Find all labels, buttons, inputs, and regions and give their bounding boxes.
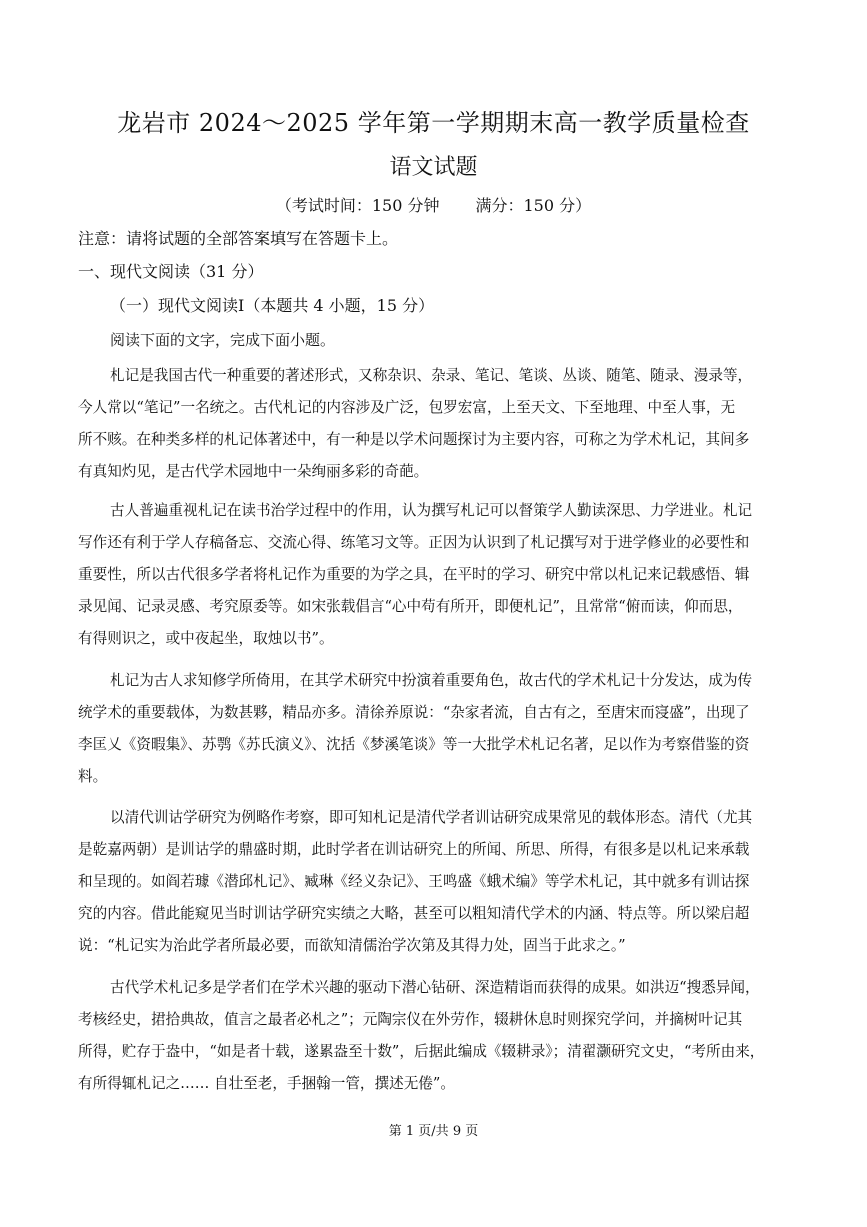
notice-text: 注意：请将试题的全部答案填写在答题卡上。 <box>78 229 399 248</box>
exam-time: （考试时间：150 分钟 <box>275 196 440 215</box>
paragraph-line: 有所得辄札记之…… 自壮至老，手捆翰一管，撰述无倦”。 <box>78 1075 455 1092</box>
paragraph-5 <box>78 978 788 1106</box>
paragraph-line: 料。 <box>78 768 108 785</box>
paragraph-line: 以清代训诂学研究为例略作考察，即可知札记是清代学者训诂研究成果常见的载体形态。清代（尤其 <box>110 809 753 826</box>
exam-info <box>0 193 867 216</box>
paragraph-line: 所得，贮存于盎中，“如是者十载，遂累盎至十数”，后据此编成《辍耕录》；清翟灏研究文史，“考所由来， <box>78 1043 765 1060</box>
page-footer: 第 1 页/共 9 页 <box>388 1124 479 1139</box>
paragraph-line: 说：“札记实为治此学者所最必要，而欲知清儒治学次第及其得力处，固当于此求之。” <box>78 937 626 954</box>
paragraph-4 <box>78 808 788 968</box>
paragraph-line: 录见闻、记录灵感、考究原委等。如宋张载倡言“心中苟有所开，即便札记”，且常常“俯而读，仰而思， <box>78 598 743 615</box>
paragraph-line: 有真知灼见，是古代学术园地中一朵绚丽多彩的奇葩。 <box>78 463 429 480</box>
paragraph-1 <box>78 366 788 494</box>
paragraph-line: 是乾嘉两朝）是训诂学的鼎盛时期，此时学者在训诂研究上的所闻、所思、所得，有很多是以札记来承载 <box>78 841 750 858</box>
paragraph-3 <box>78 671 788 799</box>
paragraph-line: 古代学术札记多是学者们在学术兴趣的驱动下潜心钻研、深造精诣而获得的成果。如洪迈“搜悉异闻， <box>110 979 760 996</box>
paragraph-line: 考核经史，捃拾典故，值言之最者必札之”；元陶宗仪在外劳作，辍耕休息时则探究学问，并摘树叶记其 <box>78 1011 743 1028</box>
paragraph-line: 和呈现的。如阎若璩《潜邱札记》、臧琳《经义杂记》、王鸣盛《蛾术编》等学术札记，其中就多有训诂探 <box>78 873 750 890</box>
paragraph-line: 札记为古人求知修学所倚用，在其学术研究中扮演着重要角色，故古代的学术札记十分发达，成为传 <box>110 672 753 689</box>
paragraph-line: 李匡乂《资暇集》、苏鹗《苏氏演义》、沈括《梦溪笔谈》等一大批学术札记名著，足以作为考察借鉴的资 <box>78 736 750 753</box>
paragraph-line: 今人常以“笔记”一名统之。古代札记的内容涉及广泛，包罗宏富，上至天文、下至地理、中至人事，无 <box>78 399 736 416</box>
section-heading: 一、现代文阅读（31 分） <box>78 262 264 281</box>
reading-instruction: 阅读下面的文字，完成下面小题。 <box>110 331 336 349</box>
paragraph-line: 重要性，所以古代很多学者将札记作为重要的为学之具，在平时的学习、研究中常以札记来记载感悟、辑 <box>78 566 750 583</box>
paragraph-line: 有得则识之，或中夜起坐，取烛以书”。 <box>78 630 334 647</box>
exam-score: 满分：150 分） <box>475 196 592 215</box>
exam-title: 龙岩市 2024～2025 学年第一学期期末高一教学质量检查 <box>117 109 750 137</box>
paragraph-line: 札记是我国古代一种重要的著述形式，又称杂识、杂录、笔记、笔谈、丛谈、随笔、随录、漫录等， <box>110 367 753 384</box>
paragraph-line: 究的内容。借此能窥见当时训诂学研究实绩之大略，甚至可以粗知清代学术的内涵、特点等。所以梁启超 <box>78 905 750 922</box>
paragraph-line: 统学术的重要载体，为数甚夥，精品亦多。清徐养原说：“杂家者流，自古有之，至唐宋而寖盛”，出现了 <box>78 704 750 721</box>
paragraph-line: 古人普遍重视札记在读书治学过程中的作用，认为撰写札记可以督策学人勤读深思、力学进业。札记 <box>110 502 753 519</box>
paragraph-line: 写作还有利于学人存稿备忘、交流心得、练笔习文等。正因为认识到了札记撰写对于进学修业的必要性和 <box>78 534 750 551</box>
paragraph-2 <box>78 501 788 661</box>
exam-subtitle: 语文试题 <box>389 155 478 180</box>
subsection-heading: （一）现代文阅读Ⅰ（本题共 4 小题，15 分） <box>110 296 435 315</box>
paragraph-line: 所不赅。在种类多样的札记体著述中，有一种是以学术问题探讨为主要内容，可称之为学术札记，其间多 <box>78 431 750 448</box>
